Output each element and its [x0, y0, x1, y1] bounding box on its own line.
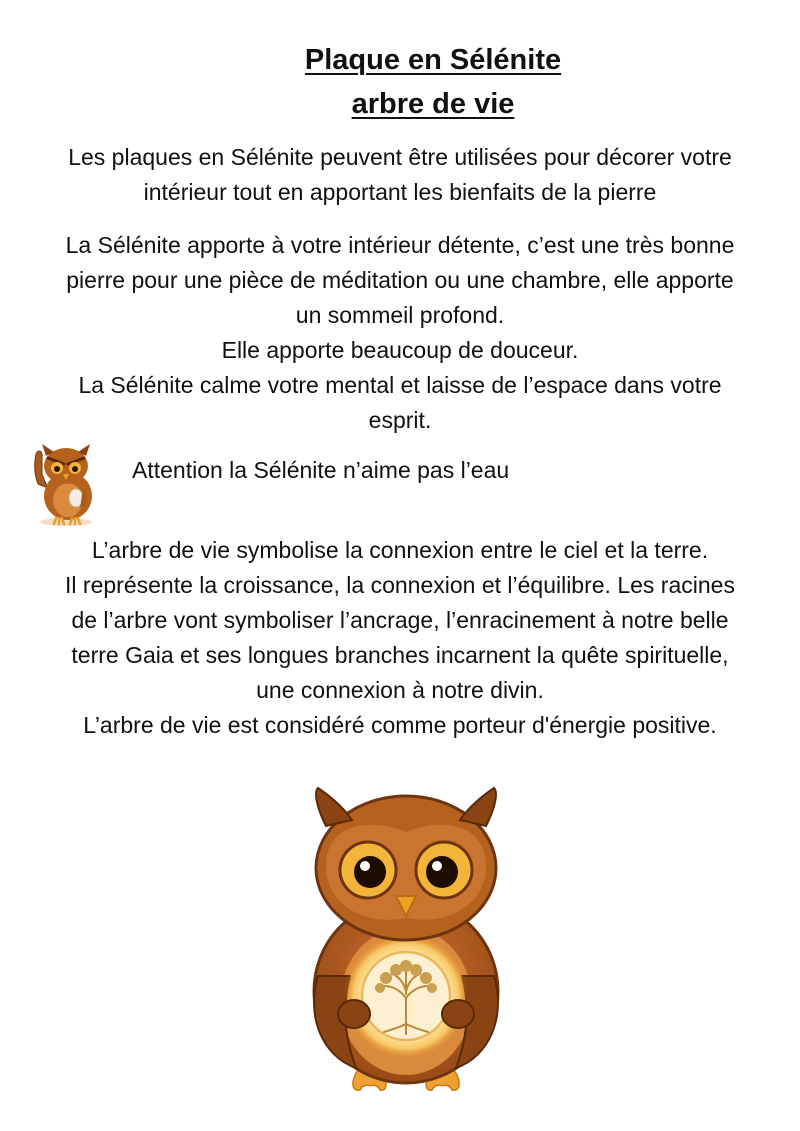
benefits-line: esprit. [368, 407, 432, 433]
intro-paragraph [20, 140, 780, 210]
benefits-paragraph [20, 228, 780, 438]
tree-of-life-line: L’arbre de vie symbolise la connexion entre le ciel et la terre. [91, 537, 709, 563]
owl-pointing-icon [28, 440, 102, 528]
tree-of-life-line: L’arbre de vie est considéré comme porteur d'énergie positive. [83, 712, 717, 738]
benefits-line: La Sélénite calme votre mental et laisse de l’espace dans votre [78, 372, 722, 398]
warning-row [28, 440, 768, 530]
tree-of-life-line: de l’arbre vont symboliser l’ancrage, l’enracinement à notre belle [71, 607, 729, 633]
owl-holding-tree-of-life-icon [296, 786, 516, 1106]
benefits-line: Elle apporte beaucoup de douceur. [221, 337, 579, 363]
tree-of-life-line: une connexion à notre divin. [256, 677, 544, 703]
benefits-line: un sommeil profond. [295, 302, 505, 328]
tree-of-life-line: Il représente la croissance, la connexion et l’équilibre. Les racines [65, 572, 735, 598]
warning-text: Attention la Sélénite n’aime pas l’eau [132, 457, 510, 483]
page-title: Plaque en Sélénite [304, 44, 562, 76]
benefits-line: pierre pour une pièce de méditation ou une chambre, elle apporte [66, 267, 734, 293]
benefits-line: La Sélénite apporte à votre intérieur détente, c’est une très bonne [65, 232, 735, 258]
tree-of-life-line: terre Gaia et ses longues branches incarnent la quête spirituelle, [71, 642, 729, 668]
page-subtitle: arbre de vie [351, 88, 515, 120]
intro-line: Les plaques en Sélénite peuvent être utilisées pour décorer votre [68, 144, 732, 170]
tree-of-life-paragraph [20, 533, 780, 743]
intro-line: intérieur tout en apportant les bienfaits de la pierre [143, 179, 657, 205]
